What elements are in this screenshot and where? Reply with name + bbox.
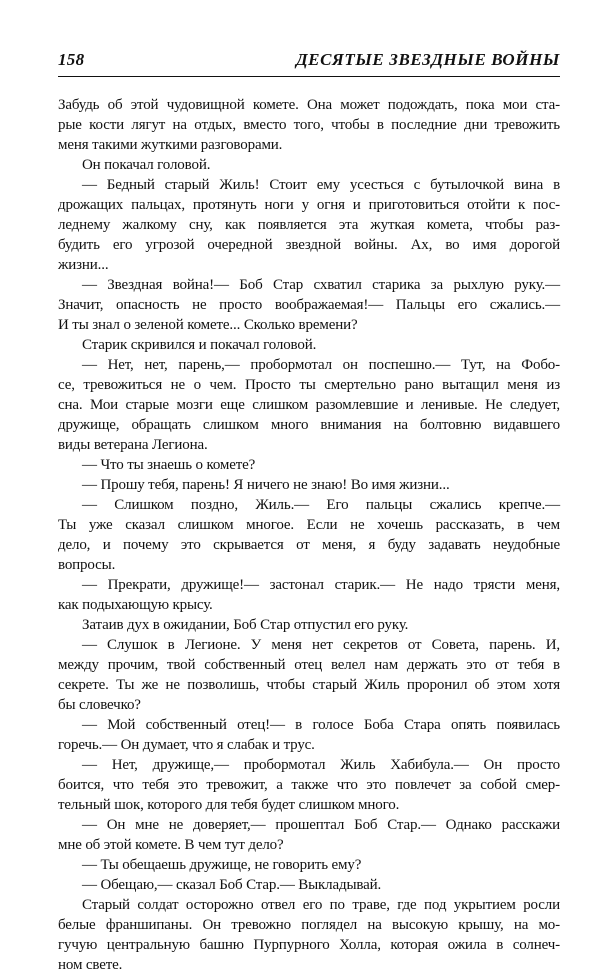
text-line: — Бедный старый Жиль! Стоит ему усесться с бутылочкой вина в — [82, 177, 560, 193]
page-header — [58, 50, 560, 74]
body-text — [58, 95, 560, 975]
text-line: — Он мне не доверяет,— прошептал Боб Стар.— Однако расскажи — [82, 817, 560, 833]
text-line: белые франшипаны. Он тревожно поглядел на высокую крышу, на мо- — [58, 917, 560, 933]
text-line: гучую центральную башню Пурпурного Холла, которая ожила в солнеч- — [58, 937, 560, 953]
text-line: мне об этой комете. В чем тут дело? — [58, 837, 284, 853]
text-line: как подыхающую крысу. — [58, 597, 213, 613]
text-line: дрожащих пальцах, протянуть ноги у огня и приготовиться отойти к пос- — [58, 197, 560, 213]
text-line: бы словечко? — [58, 697, 141, 713]
text-line: секрете. Ты же не позволишь, чтобы старый Жиль проронил об этом хотя — [58, 677, 560, 693]
running-title: ДЕСЯТЫЕ ЗВЕЗДНЫЕ ВОЙНЫ — [295, 50, 560, 69]
text-line: виды ветерана Легиона. — [58, 437, 208, 453]
text-line: дружище, обращать слишком много внимания на болтовню видавшего — [58, 417, 560, 433]
text-line: леднему жалкому сну, как появляется эта жуткая комета, чтобы раз- — [58, 217, 560, 233]
text-line: ном свете. — [58, 957, 123, 973]
text-line: меня такими жуткими разговорами. — [58, 137, 283, 153]
text-line: И ты знал о зеленой комете... Сколько времени? — [58, 317, 358, 333]
text-line: — Мой собственный отец!— в голосе Боба Стара опять появилась — [82, 717, 560, 733]
text-line: — Нет, нет, парень,— пробормотал он поспешно.— Тут, на Фобо- — [82, 357, 560, 373]
text-line: вопросы. — [58, 557, 116, 573]
text-line: — Прошу тебя, парень! Я ничего не знаю! Во имя жизни... — [82, 477, 450, 493]
text-line: — Прекрати, дружище!— застонал старик.— Не надо трясти меня, — [82, 577, 560, 593]
text-line: Ты уже сказал слишком многое. Если не хочешь рассказать, в чем — [58, 517, 560, 533]
text-line: — Слишком поздно, Жиль.— Его пальцы сжались крепче.— — [82, 497, 560, 513]
text-line: Старый солдат осторожно отвел его по траве, где под укрытием росли — [82, 897, 560, 913]
text-line: Он покачал головой. — [82, 157, 211, 173]
text-line: — Что ты знаешь о комете? — [82, 457, 256, 473]
text-line: — Слушок в Легионе. У меня нет секретов от Совета, парень. И, — [82, 637, 560, 653]
header-rule — [58, 76, 560, 77]
text-line: Значит, опасность не просто воображаемая!— Пальцы его сжались.— — [58, 297, 560, 313]
page-number: 158 — [58, 50, 85, 69]
text-line: — Ты обещаешь дружище, не говорить ему? — [82, 857, 362, 873]
text-line: Старик скривился и покачал головой. — [82, 337, 317, 353]
text-line: боится, что тебя это тревожит, а также что это повлечет за собой смер- — [58, 777, 560, 793]
text-line: се, тревожиться не о чем. Просто ты смертельно рано вытащил меня из — [58, 377, 560, 393]
text-line: Затаив дух в ожидании, Боб Стар отпустил его руку. — [82, 617, 409, 633]
text-line: жизни... — [58, 257, 109, 273]
text-line: рые кости лягут на отдых, вместо того, чтобы в последние дни тревожить — [58, 117, 560, 133]
text-line: горечь.— Он думает, что я слабак и трус. — [58, 737, 315, 753]
text-line: — Нет, дружище,— пробормотал Жиль Хабибула.— Он просто — [82, 757, 560, 773]
text-line: дело, и почему это скрывается от меня, я буду задавать неудобные — [58, 537, 560, 553]
text-line: Забудь об этой чудовищной комете. Она может подождать, пока мои ста- — [58, 97, 560, 113]
text-line: между прочим, твой собственный отец велел нам держать это от тебя в — [58, 657, 560, 673]
text-line: будить его угрозой очередной звездной войны. Ах, во имя дорогой — [58, 237, 560, 253]
text-line: тельный шок, которого для тебя будет слишком много. — [58, 797, 400, 813]
text-line: — Звездная война!— Боб Стар схватил старика за рыхлую руку.— — [82, 277, 560, 293]
text-line: — Обещаю,— сказал Боб Стар.— Выкладывай. — [82, 877, 382, 893]
text-line: сна. Мои старые мозги еще слишком разомлевшие и ленивые. Не следует, — [58, 397, 560, 413]
